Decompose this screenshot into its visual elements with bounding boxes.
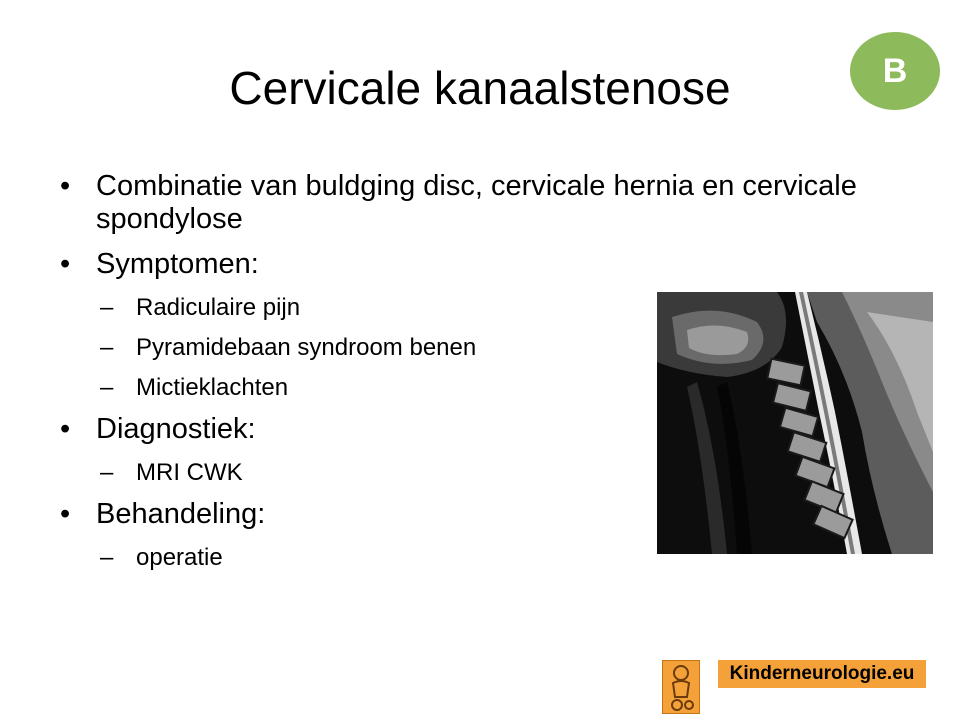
mri-image — [657, 292, 933, 554]
logo-icon — [662, 660, 700, 714]
section-badge: B — [850, 32, 940, 110]
dash-icon: – — [100, 334, 114, 361]
dash-icon: – — [100, 374, 114, 401]
bullet-text: Diagnostiek: — [96, 413, 256, 445]
bullet-item — [60, 248, 920, 281]
dash-icon: – — [100, 544, 114, 571]
sub-bullet-text: Mictieklachten — [136, 374, 289, 401]
slide-title: Cervicale kanaalstenose — [229, 62, 731, 114]
bullet-text: Combinatie van buldging disc, cervicale hernia en cervicale spondylose — [96, 170, 857, 235]
bullet-item — [60, 170, 920, 236]
mri-spine-illustration — [657, 292, 933, 554]
sub-bullet-text: Radiculaire pijn — [136, 294, 301, 321]
bullet-text: Symptomen: — [96, 248, 259, 280]
bullet-icon: • — [60, 498, 71, 530]
sub-bullet-text: operatie — [136, 544, 223, 571]
bullet-icon: • — [60, 170, 71, 202]
bullet-text: Behandeling: — [96, 498, 266, 530]
dash-icon: – — [100, 459, 114, 486]
site-label[interactable]: Kinderneurologie.eu — [718, 660, 926, 688]
sub-bullet-text: MRI CWK — [136, 459, 243, 486]
sub-bullet-text: Pyramidebaan syndroom benen — [136, 334, 477, 361]
dash-icon: – — [100, 294, 114, 321]
bullet-icon: • — [60, 248, 71, 280]
bullet-icon: • — [60, 413, 71, 445]
